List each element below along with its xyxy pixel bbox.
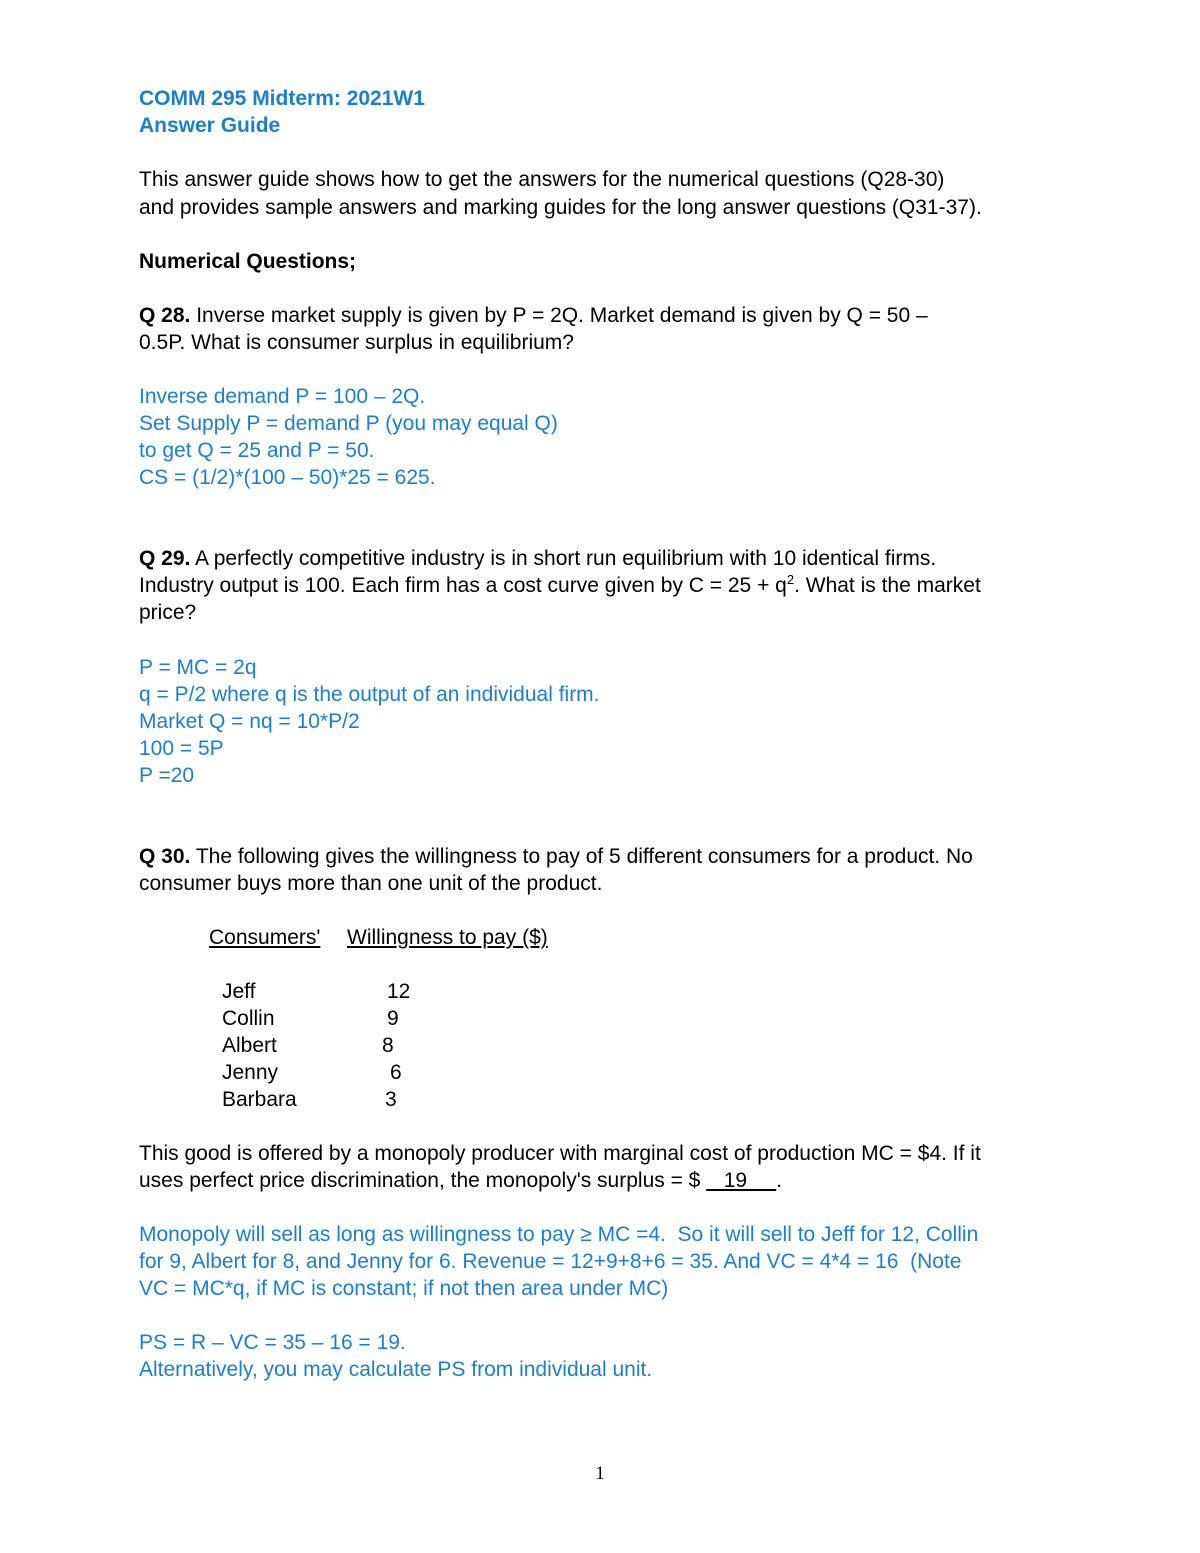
q28-answer-line: Inverse demand P = 100 – 2Q. bbox=[139, 385, 426, 408]
q30-line-4 bbox=[139, 1170, 782, 1191]
wtp-row-value: 9 bbox=[387, 1007, 399, 1030]
q29-answer-line: Market Q = nq = 10*P/2 bbox=[139, 710, 360, 733]
q29-text-2b: . What is the market bbox=[794, 574, 981, 597]
document-subtitle: Answer Guide bbox=[139, 114, 281, 137]
wtp-row-name: Collin bbox=[222, 1007, 275, 1030]
q30-line-3: This good is offered by a monopoly producer with marginal cost of production MC = $4. If it bbox=[139, 1142, 981, 1165]
wtp-row-name: Barbara bbox=[222, 1088, 297, 1111]
intro-line-1: This answer guide shows how to get the answers for the numerical questions (Q28-30) bbox=[139, 168, 945, 191]
wtp-row-value: 8 bbox=[382, 1034, 394, 1057]
wtp-row-name: Jeff bbox=[222, 980, 256, 1003]
q28-line-1 bbox=[139, 305, 928, 326]
q28-label: Q 28. bbox=[139, 304, 191, 327]
intro-line-2: and provides sample answers and marking guides for the long answer questions (Q31-37). bbox=[139, 196, 982, 219]
q30-answer-line: Alternatively, you may calculate PS from individual unit. bbox=[139, 1358, 653, 1381]
q29-line-3: price? bbox=[139, 601, 197, 624]
wtp-col-header-willingness: Willingness to pay ($) bbox=[347, 926, 548, 949]
wtp-row-name: Jenny bbox=[222, 1061, 279, 1084]
q28-answer-line: CS = (1/2)*(100 – 50)*25 = 625. bbox=[139, 466, 436, 489]
q30-line-1 bbox=[139, 846, 973, 867]
q29-text-2a: Industry output is 100. Each firm has a cost curve given by C = 25 + q bbox=[139, 574, 787, 597]
q28-text-1: Inverse market supply is given by P = 2Q. Market demand is given by Q = 50 – bbox=[190, 304, 928, 327]
q30-text-4b: . bbox=[776, 1169, 783, 1192]
q29-answer-line: P = MC = 2q bbox=[139, 656, 257, 679]
q29-answer-line: 100 = 5P bbox=[139, 737, 224, 760]
q29-text-1: A perfectly competitive industry is in short run equilibrium with 10 identical firms. bbox=[190, 547, 937, 570]
wtp-row-value: 6 bbox=[390, 1061, 402, 1084]
document-title: COMM 295 Midterm: 2021W1 bbox=[139, 87, 425, 110]
wtp-col-header-consumers: Consumers' bbox=[209, 926, 321, 949]
q28-answer-line: Set Supply P = demand P (you may equal Q) bbox=[139, 412, 558, 435]
q28-answer-line: to get Q = 25 and P = 50. bbox=[139, 439, 375, 462]
q30-text-1: The following gives the willingness to pay of 5 different consumers for a product. No bbox=[190, 845, 973, 868]
page-number: 1 bbox=[595, 1463, 605, 1484]
q29-answer-line: q = P/2 where q is the output of an individual firm. bbox=[139, 683, 600, 706]
section-heading: Numerical Questions; bbox=[139, 250, 357, 273]
q29-line-2 bbox=[139, 572, 981, 597]
q30-label: Q 30. bbox=[139, 845, 191, 868]
q30-answer-line: PS = R – VC = 35 – 16 = 19. bbox=[139, 1331, 406, 1354]
wtp-row-value: 3 bbox=[385, 1088, 397, 1111]
q29-exponent: 2 bbox=[786, 572, 795, 587]
q29-line-1 bbox=[139, 548, 936, 569]
q30-answer-line: Monopoly will sell as long as willingness to pay ≥ MC =4. So it will sell to Jeff for 12, Collin bbox=[139, 1223, 979, 1246]
wtp-row-name: Albert bbox=[222, 1034, 277, 1057]
wtp-row-value: 12 bbox=[387, 980, 411, 1003]
q30-answer-line: VC = MC*q, if MC is constant; if not then area under MC) bbox=[139, 1277, 669, 1300]
q29-label: Q 29. bbox=[139, 547, 191, 570]
q30-answer-line: for 9, Albert for 8, and Jenny for 6. Revenue = 12+9+8+6 = 35. And VC = 4*4 = 16 (Note bbox=[139, 1250, 962, 1273]
q30-line-2: consumer buys more than one unit of the product. bbox=[139, 872, 603, 895]
q28-line-2: 0.5P. What is consumer surplus in equilibrium? bbox=[139, 331, 574, 354]
q30-answer-blank: 19 bbox=[706, 1169, 777, 1192]
q29-answer-line: P =20 bbox=[139, 764, 195, 787]
q30-text-4a: uses perfect price discrimination, the monopoly's surplus = $ bbox=[139, 1169, 707, 1192]
